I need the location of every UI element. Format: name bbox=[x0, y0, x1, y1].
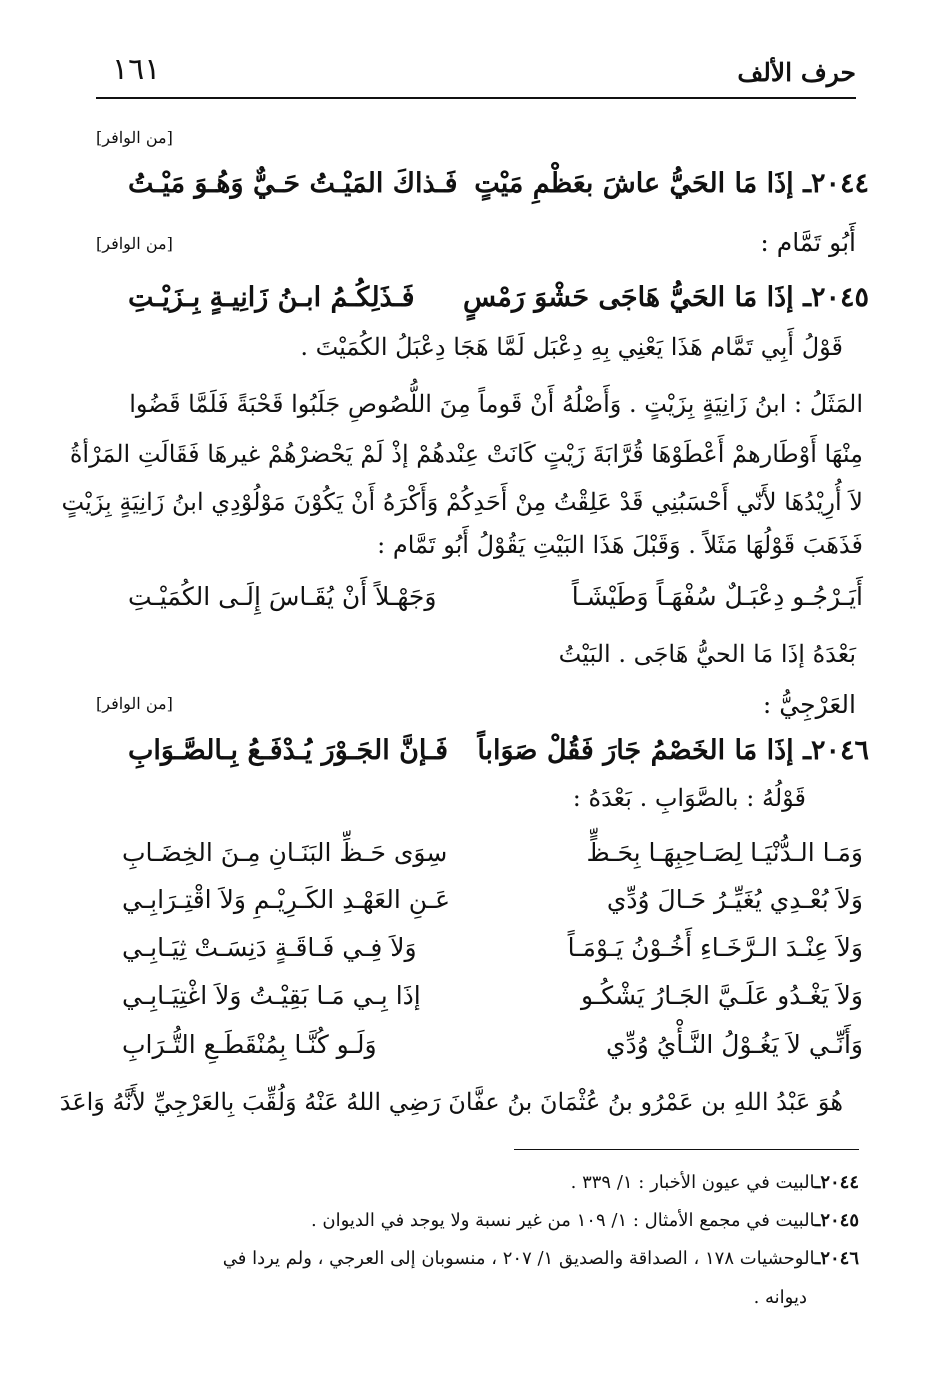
hemistich-text: إذَا مَا الحَيُّ هَاجَى حَشْوَ رَمْسٍ bbox=[462, 282, 794, 313]
poet-name-al-arji: العَرْجِيُّ : bbox=[762, 690, 856, 719]
meter-label-2045: [من الوافر] bbox=[96, 234, 173, 253]
poem-verse-5-first: وَأَنِّـي لاَ يَغُـوْلُ النَّـأْيُ وُدِّي bbox=[606, 1030, 863, 1059]
commentary-line-4: لاَ أُرِيْدُهَا لأَنّي أَحْسَبُنِي قَدْ عَلِقْتُ مِنْ أَحَدِكُمْ وَأَكْرَهُ أَنْ يَكُوْنَ مَوْلُوْدِي ابنُ زَانِيَةٍ بِزَيْتٍ bbox=[61, 488, 863, 516]
intro-line: قَوْلُهُ : بالصَّوَابِ . بَعْدَهُ : bbox=[572, 784, 806, 812]
poet-biography-line: هُوَ عَبْدُ اللهِ بن عَمْرُو بنُ عُثْمَانَ بنُ عفَّانَ رَضِي اللهُ عَنْهُ وَلُقِّبَ بِالعَرْجِيِّ لأَنَّهُ وَاعَدَ bbox=[59, 1088, 843, 1116]
quoted-verse-first-hemistich: أَيَـرْجُـو دِعْبَـلٌ سُفْهَـاً وَطَيْشَـاً bbox=[571, 582, 863, 611]
header-divider bbox=[96, 97, 856, 99]
poem-verse-3-second: وَلاَ فِـي فَـاقَـةٍ دَنِسَـتْ ثِيَـابِـي bbox=[122, 933, 417, 962]
verse-number-2046: ٢٠٤٦ـ bbox=[803, 735, 869, 766]
poem-verse-1-first: وَمَـا الـدُّنْيَـا لِصَـاحِبِهَـا بِحَـظٍّ bbox=[586, 838, 863, 867]
commentary-line-2: المَثَلُ : ابنُ زَانِيَةٍ بِزَيْتٍ . وَأَصْلُهُ أَنْ قَوماً مِنَ اللُّصُوصِ جَلَبُوا قَحْبَةً فَلَمَّا قَضُوا bbox=[129, 390, 863, 418]
poem-verse-2-first: وَلاَ بُعْـدِي يُغَيِّـرُ حَـالَ وُدِّي bbox=[606, 885, 863, 914]
page-number: ١٦١ bbox=[112, 52, 161, 87]
running-header-title: حرف الألف bbox=[737, 58, 856, 87]
hemistich-text: إذَا مَا الخَصْمُ جَارَ فَقُلْ صَوَاباً bbox=[477, 735, 794, 766]
footnote-text: البيت في مجمع الأمثال : ١/ ١٠٩ من غير نسبة ولا يوجد في الديوان . bbox=[310, 1210, 816, 1231]
poet-name-abu-tammam: أَبُو تَمَّام : bbox=[760, 228, 856, 257]
verse-number-2044: ٢٠٤٤ـ bbox=[803, 168, 869, 199]
poem-verse-4-first: وَلاَ يَغْـدُو عَلَـيَّ الجَـارُ يَشْكُـو bbox=[580, 981, 863, 1010]
footnote-number: ٢٠٤٤ـ bbox=[815, 1172, 859, 1193]
footnote-text: البيت في عيون الأخبار : ١/ ٣٣٩ . bbox=[570, 1172, 816, 1193]
footnote-text: الوحشيات ١٧٨ ، الصداقة والصديق ١/ ٢٠٧ ، منسوبان إلى العرجي ، ولم يردا في bbox=[222, 1248, 816, 1269]
quoted-verse-second-hemistich: وَجَهْـلاً أَنْ يُقَـاسَ إِلَـى الكُمَيْـتِ bbox=[128, 582, 437, 611]
verse-2044-first-hemistich bbox=[474, 168, 869, 199]
footnote-number: ٢٠٤٥ـ bbox=[815, 1210, 859, 1231]
verse-2045-second-hemistich: فَـذَلِكُـمُ ابـنُ زَانِيـةٍ بِـزَيْـتِ bbox=[128, 282, 415, 313]
poem-verse-5-second: وَلَـو كُنَّـا بِمُنْقَطَـعِ التُّـرَابِ bbox=[122, 1030, 377, 1059]
verse-2046-second-hemistich: فَـإنَّ الجَـوْرَ يُـدْفَـعُ بِـالصَّـوَابِ bbox=[128, 735, 448, 766]
poem-verse-2-second: عَـنِ العَهْـدِ الكَـرِيْـمِ وَلاَ اقْتِـرَابِـي bbox=[122, 885, 451, 914]
commentary-line-3: مِنْهَا أَوْطَارهمْ أَعْطَوْهَا قُرَّابَةَ زَيْتٍ كَانَتْ عِنْدهُمْ إذْ لَمْ يَحْضرْهُمْ غيرهَا فَقَالَتِ المَرْأةُ bbox=[69, 440, 863, 468]
footnote-divider bbox=[514, 1149, 859, 1150]
verse-2045-first-hemistich bbox=[463, 282, 869, 313]
meter-label-2046: [من الوافر] bbox=[96, 694, 173, 713]
commentary-line-5: فَذَهَبَ قَوْلُهَا مَثَلاً . وَقَبْلَ هَذَا البَيْتِ يَقُوْلُ أَبُو تَمَّام : bbox=[377, 531, 863, 559]
footnote-2044 bbox=[96, 1172, 859, 1193]
poem-verse-3-first: وَلاَ عِنْـدَ الـرَّخَـاءِ أَخُـوْنُ يَـوْمَـاً bbox=[567, 933, 863, 962]
footnote-number: ٢٠٤٦ـ bbox=[815, 1248, 859, 1269]
poem-verse-1-second: سِوَى حَـظِّ البَنَـانِ مِـنَ الخِضَـابِ bbox=[122, 838, 448, 867]
verse-2044-second-hemistich: فَـذاكَ المَيْـتُ حَـيٌّ وَهُـوَ مَيْـتُ bbox=[128, 168, 458, 199]
footnote-2046-continuation: ديوانه . bbox=[753, 1287, 807, 1308]
hemistich-text: إذَا مَا الحَيُّ عاشَ بعَظْمِ مَيْتٍ bbox=[474, 168, 794, 199]
after-verse-line: بَعْدَهُ إذَا مَا الحيُّ هَاجَى . البَيْتُ bbox=[558, 640, 856, 668]
verse-2046-first-hemistich bbox=[477, 735, 869, 766]
footnote-2045 bbox=[96, 1210, 859, 1231]
poem-verse-4-second: إذَا بِـي مَـا بَقِيْـتُ وَلاَ اغْتِيَـابِـي bbox=[122, 981, 421, 1010]
meter-label-2044: [من الوافر] bbox=[96, 128, 173, 147]
verse-number-2045: ٢٠٤٥ـ bbox=[803, 282, 869, 313]
commentary-line-1: قَوْلُ أَبِي تَمَّام هَذَا يَعْنِي بِهِ دِعْبَل لَمَّا هَجَا دِعْبَلُ الكُمَيْتَ . bbox=[300, 333, 843, 361]
footnote-2046 bbox=[96, 1248, 859, 1269]
